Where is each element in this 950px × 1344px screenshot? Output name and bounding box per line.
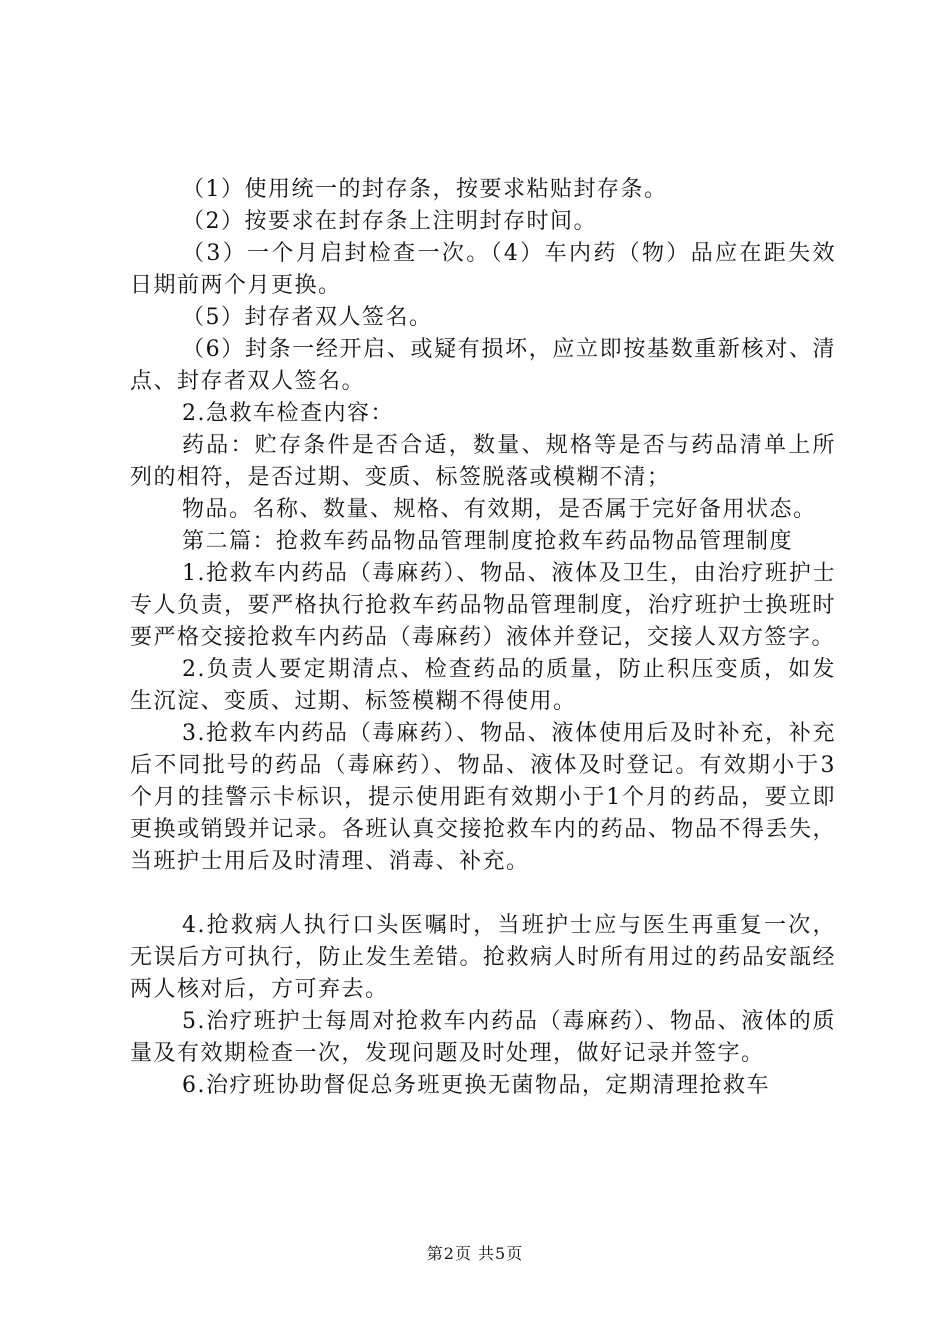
paragraph-item-check: 物品。名称、数量、规格、有效期，是否属于完好备用状态。 (182, 497, 817, 522)
paragraph-rule-4: 4.抢救病人执行口头医嘱时，当班护士应与医生再重复一次，无误后方可执行，防止发生差错。抢救病人时所有用过的药品安瓿经两人核对后，方可弃去。 (130, 913, 836, 1002)
paragraph-rule-3: 3.抢救车内药品（毒麻药）、物品、液体使用后及时补充，补充后不同批号的药品（毒麻药）、物品、液体及时登记。有效期小于3个月的挂警示卡标识，提示使用距有效期小于1个月的药品，要立即更换或销毁并记录。各班认真交接抢救车内的药品、物品不得丢失，当班护士用后及时清理、消毒、补充。 (130, 721, 836, 874)
page-number-label: 第2页 共5页 (426, 1244, 524, 1263)
paragraph-monthly-check: （3）一个月启封检查一次。（4）车内药（物）品应在距失效日期前两个月更换。 (130, 241, 836, 298)
section-title-part-two: 第二篇：抢救车药品物品管理制度抢救车药品物品管理制度 (182, 529, 794, 554)
paragraph-rule-6: 6.治疗班协助督促总务班更换无菌物品，定期清理抢救车 (182, 1073, 770, 1098)
paragraph-seal-time: （2）按要求在封存条上注明封存时间。 (182, 209, 597, 234)
paragraph-seal-broken: （6）封条一经开启、或疑有损坏，应立即按基数重新核对、清点、封存者双人签名。 (130, 337, 836, 394)
paragraph-check-contents-heading: 2.急救车检查内容： (182, 401, 394, 426)
paragraph-rule-1: 1.抢救车内药品（毒麻药）、物品、液体及卫生，由治疗班护士专人负责，要严格执行抢救车药品物品管理制度，治疗班护士换班时要严格交接抢救车内药品（毒麻药）液体并登记，交接人双方签字。 (130, 561, 836, 650)
document-body (130, 174, 836, 1102)
paragraph-rule-2: 2.负责人要定期清点、检查药品的质量，防止积压变质，如发生沉淀、变质、过期、标签模糊不得使用。 (130, 657, 836, 714)
paragraph-double-signature: （5）封存者双人签名。 (182, 305, 433, 330)
page-footer (0, 1244, 950, 1264)
paragraph-drug-check: 药品：贮存条件是否合适，数量、规格等是否与药品清单上所列的相符，是否过期、变质、标签脱落或模糊不清； (130, 433, 836, 490)
paragraph-rule-5: 5.治疗班护士每周对抢救车内药品（毒麻药）、物品、液体的质量及有效期检查一次，发现问题及时处理，做好记录并签字。 (130, 1009, 836, 1066)
paragraph-seal-strip: （1）使用统一的封存条，按要求粘贴封存条。 (182, 177, 668, 202)
